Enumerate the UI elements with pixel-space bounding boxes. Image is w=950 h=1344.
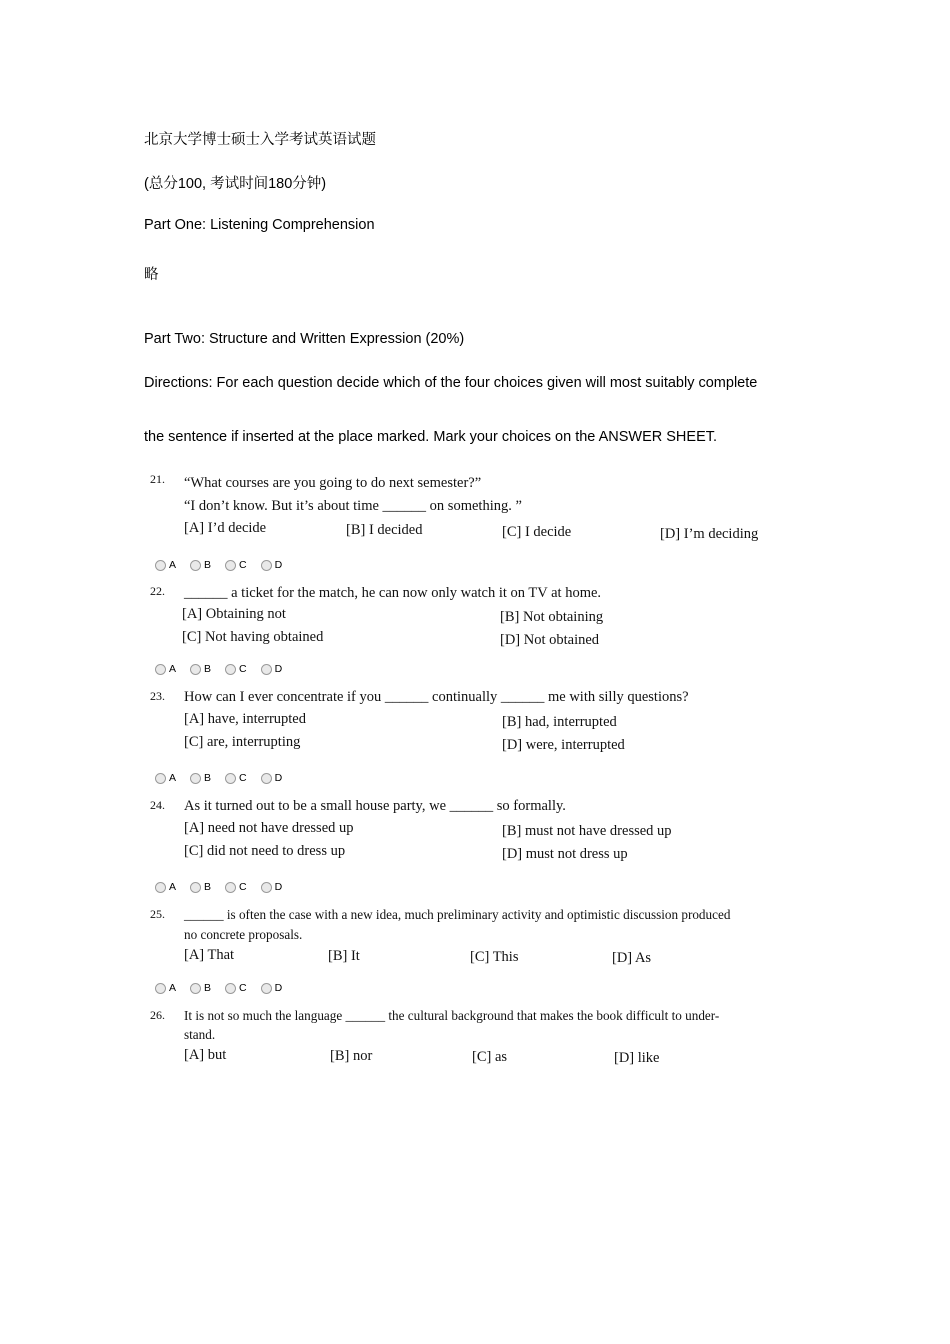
option-b: [B] Not obtaining <box>500 609 604 625</box>
option-d: [D] were, interrupted <box>502 737 625 753</box>
radio-d[interactable]: D <box>261 559 283 571</box>
option-c: [C] Not having obtained <box>182 629 324 645</box>
radio-a[interactable]: A <box>155 772 176 784</box>
radio-circle-icon <box>225 560 236 571</box>
radio-c[interactable]: C <box>225 982 247 994</box>
radio-a[interactable]: A <box>155 881 176 893</box>
radio-c[interactable]: C <box>225 663 247 675</box>
question-number: 26. <box>150 1008 165 1022</box>
radio-circle-icon <box>225 773 236 784</box>
option-d: [D] must not dress up <box>502 846 628 862</box>
part-two-heading: Part Two: Structure and Written Expression (20%) <box>144 331 465 347</box>
exam-title: 北京大学博士硕士入学考试英语试题 <box>144 132 376 148</box>
question-text: It is not so much the language ______ the cultural background that makes the book difficult to under- <box>184 1008 720 1023</box>
option-a: [A] Obtaining not <box>182 606 286 622</box>
radio-circle-icon <box>155 882 166 893</box>
option-b: [B] nor <box>330 1048 373 1064</box>
option-d: [D] like <box>614 1050 660 1066</box>
radio-circle-icon <box>261 664 272 675</box>
radio-c[interactable]: C <box>225 559 247 571</box>
answer-radio-group-23 <box>155 772 282 784</box>
option-b: [B] had, interrupted <box>502 714 617 730</box>
radio-circle-icon <box>225 664 236 675</box>
radio-a[interactable]: A <box>155 559 176 571</box>
radio-circle-icon <box>190 560 201 571</box>
question-text-continued: “I don’t know. But it’s about time ______ on something. ” <box>184 498 522 514</box>
radio-circle-icon <box>261 983 272 994</box>
radio-b[interactable]: B <box>190 982 211 994</box>
radio-b[interactable]: B <box>190 772 211 784</box>
option-a: [A] but <box>184 1047 227 1063</box>
option-d: [D] I’m deciding <box>660 526 759 542</box>
radio-circle-icon <box>155 664 166 675</box>
option-d: [D] As <box>612 950 652 966</box>
radio-c[interactable]: C <box>225 881 247 893</box>
radio-circle-icon <box>225 983 236 994</box>
option-d: [D] Not obtained <box>500 632 600 648</box>
question-22 <box>150 584 810 654</box>
radio-circle-icon <box>225 882 236 893</box>
question-26 <box>150 1008 810 1070</box>
directions-line-1: Directions: For each question decide which of the four choices given will most suitably complete <box>144 375 758 391</box>
option-a: [A] need not have dressed up <box>184 820 354 836</box>
question-23 <box>150 689 810 761</box>
option-a: [A] have, interrupted <box>184 711 306 727</box>
question-text: ______ is often the case with a new idea, much preliminary activity and optimistic discussion produced <box>184 907 731 922</box>
question-text: “What courses are you going to do next semester?” <box>184 475 482 491</box>
radio-circle-icon <box>190 664 201 675</box>
answer-radio-group-21 <box>155 559 282 571</box>
question-text-continued: no concrete proposals. <box>184 927 303 942</box>
radio-circle-icon <box>190 882 201 893</box>
radio-circle-icon <box>155 773 166 784</box>
radio-circle-icon <box>261 882 272 893</box>
radio-circle-icon <box>155 560 166 571</box>
radio-circle-icon <box>190 773 201 784</box>
radio-d[interactable]: D <box>261 881 283 893</box>
answer-radio-group-22 <box>155 663 282 675</box>
radio-circle-icon <box>261 560 272 571</box>
radio-circle-icon <box>190 983 201 994</box>
question-number: 21. <box>150 472 165 486</box>
radio-d[interactable]: D <box>261 982 283 994</box>
question-text: How can I ever concentrate if you ______ continually ______ me with silly questions? <box>184 689 689 705</box>
question-text: As it turned out to be a small house party, we ______ so formally. <box>184 798 566 814</box>
answer-radio-group-25 <box>155 982 282 994</box>
option-a: [A] I’d decide <box>184 520 267 536</box>
radio-a[interactable]: A <box>155 663 176 675</box>
question-number: 24. <box>150 798 165 812</box>
option-c: [C] did not need to dress up <box>184 843 346 859</box>
option-c: [C] are, interrupting <box>184 734 301 750</box>
exam-subtitle: (总分100, 考试时间180分钟) <box>144 176 327 192</box>
radio-b[interactable]: B <box>190 881 211 893</box>
question-number: 22. <box>150 584 165 598</box>
question-number: 25. <box>150 907 165 921</box>
question-25 <box>150 907 810 969</box>
question-number: 23. <box>150 689 165 703</box>
question-text: ______ a ticket for the match, he can now only watch it on TV at home. <box>184 585 602 601</box>
directions-line-2: the sentence if inserted at the place marked. Mark your choices on the ANSWER SHEET. <box>144 429 718 445</box>
part-one-note: 略 <box>144 267 159 283</box>
radio-c[interactable]: C <box>225 772 247 784</box>
part-one-heading: Part One: Listening Comprehension <box>144 217 375 233</box>
radio-a[interactable]: A <box>155 982 176 994</box>
question-21 <box>150 472 810 552</box>
option-b: [B] I decided <box>346 522 423 538</box>
option-b: [B] must not have dressed up <box>502 823 672 839</box>
radio-circle-icon <box>155 983 166 994</box>
option-c: [C] as <box>472 1049 508 1065</box>
radio-b[interactable]: B <box>190 559 211 571</box>
option-c: [C] I decide <box>502 524 572 540</box>
question-text-continued: stand. <box>184 1027 216 1042</box>
option-c: [C] This <box>470 949 519 965</box>
answer-radio-group-24 <box>155 881 282 893</box>
option-a: [A] That <box>184 947 235 963</box>
option-b: [B] It <box>328 948 360 964</box>
radio-d[interactable]: D <box>261 772 283 784</box>
radio-b[interactable]: B <box>190 663 211 675</box>
radio-d[interactable]: D <box>261 663 283 675</box>
question-24 <box>150 798 810 870</box>
radio-circle-icon <box>261 773 272 784</box>
